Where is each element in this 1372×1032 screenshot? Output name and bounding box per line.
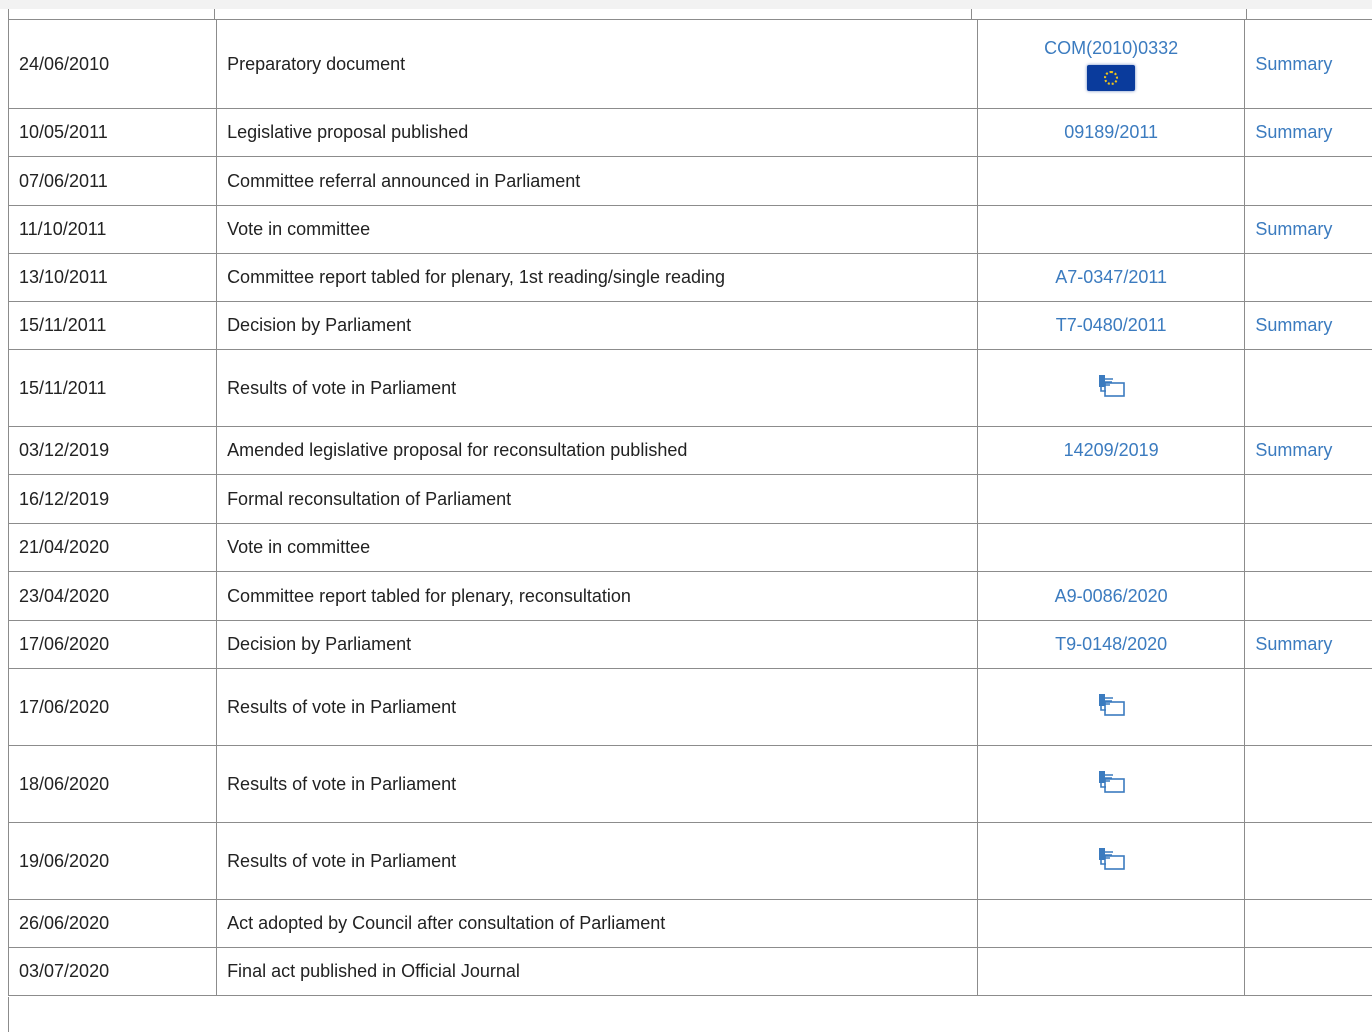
- summary-link[interactable]: Summary: [1255, 53, 1333, 74]
- event-date: 03/07/2020: [9, 948, 217, 996]
- event-date: 15/11/2011: [9, 350, 217, 427]
- event-reference-cell: [977, 746, 1244, 823]
- event-description: Results of vote in Parliament: [217, 746, 978, 823]
- event-reference-cell: [977, 900, 1244, 948]
- event-summary-cell: [1245, 669, 1372, 746]
- event-summary-cell: [1245, 524, 1372, 572]
- event-description: Formal reconsultation of Parliament: [217, 475, 978, 524]
- summary-link[interactable]: Summary: [1255, 440, 1333, 460]
- reference-link[interactable]: T9-0148/2020: [1055, 634, 1168, 654]
- key-events-table: [8, 19, 1372, 996]
- event-summary-cell: [1245, 427, 1372, 475]
- top-scroll-edge: [0, 0, 1372, 9]
- reference-link[interactable]: A9-0086/2020: [1054, 585, 1168, 606]
- event-description: Committee report tabled for plenary, 1st reading/single reading: [217, 254, 978, 302]
- table-row: [9, 20, 1372, 109]
- table-row: [9, 427, 1372, 475]
- event-description: Legislative proposal published: [217, 109, 978, 157]
- summary-link[interactable]: Summary: [1255, 219, 1333, 239]
- table-row: [9, 350, 1372, 427]
- event-description: Committee referral announced in Parliament: [217, 157, 978, 206]
- event-reference-cell: [977, 669, 1244, 746]
- event-date: 19/06/2020: [9, 823, 217, 900]
- event-reference-cell: [977, 302, 1244, 350]
- event-reference-cell: [977, 475, 1244, 524]
- event-date: 13/10/2011: [9, 254, 217, 302]
- table-row: [9, 157, 1372, 206]
- event-summary-cell: [1245, 302, 1372, 350]
- event-summary-cell: [1245, 157, 1372, 206]
- vote-results-icon[interactable]: [1094, 371, 1128, 401]
- event-date: 11/10/2011: [9, 206, 217, 254]
- reference-link[interactable]: COM(2010)0332: [1044, 37, 1179, 58]
- event-summary-cell: [1245, 948, 1372, 996]
- vote-results-icon[interactable]: [1094, 690, 1128, 720]
- event-summary-cell: [1245, 823, 1372, 900]
- event-reference-cell: [977, 157, 1244, 206]
- reference-link[interactable]: 09189/2011: [1064, 122, 1159, 142]
- event-description: Preparatory document: [217, 20, 978, 109]
- event-date: 07/06/2011: [9, 157, 217, 206]
- event-date: 17/06/2020: [9, 621, 217, 669]
- event-description: Vote in committee: [217, 206, 978, 254]
- event-reference-cell: [977, 572, 1244, 621]
- event-date: 24/06/2010: [9, 20, 217, 109]
- summary-link[interactable]: Summary: [1255, 315, 1333, 335]
- event-summary-cell: [1245, 475, 1372, 524]
- event-description: Decision by Parliament: [217, 302, 978, 350]
- event-reference-cell: [977, 948, 1244, 996]
- event-reference-cell: [977, 621, 1244, 669]
- event-description: Committee report tabled for plenary, reconsultation: [217, 572, 978, 621]
- table-row: [9, 302, 1372, 350]
- table-row: [9, 948, 1372, 996]
- column-divider: [8, 9, 9, 19]
- column-divider: [214, 9, 215, 19]
- event-reference-cell: [977, 350, 1244, 427]
- table-row: [9, 900, 1372, 948]
- event-reference-cell: [977, 524, 1244, 572]
- event-date: 23/04/2020: [9, 572, 217, 621]
- event-date: 03/12/2019: [9, 427, 217, 475]
- event-description: Final act published in Official Journal: [217, 948, 978, 996]
- event-date: 16/12/2019: [9, 475, 217, 524]
- vote-results-icon[interactable]: [1094, 844, 1128, 874]
- event-reference-cell: [977, 427, 1244, 475]
- column-divider: [1246, 9, 1247, 19]
- table-row: [9, 206, 1372, 254]
- table-row: [9, 669, 1372, 746]
- event-date: 21/04/2020: [9, 524, 217, 572]
- reference-stack: [978, 38, 1244, 91]
- event-date: 26/06/2020: [9, 900, 217, 948]
- event-description: Amended legislative proposal for reconsultation published: [217, 427, 978, 475]
- event-reference-cell: [977, 20, 1244, 109]
- event-date: 17/06/2020: [9, 669, 217, 746]
- event-reference-cell: [977, 823, 1244, 900]
- event-description: Results of vote in Parliament: [217, 350, 978, 427]
- table-row: [9, 254, 1372, 302]
- event-summary-cell: [1245, 900, 1372, 948]
- event-summary-cell: [1245, 746, 1372, 823]
- table-bottom-frame: [8, 997, 1372, 1032]
- event-summary-cell: [1245, 572, 1372, 621]
- key-events-table-body: [9, 20, 1372, 996]
- eu-stars-icon: [1104, 71, 1118, 85]
- column-divider: [971, 9, 972, 19]
- reference-link[interactable]: 14209/2019: [1063, 440, 1159, 460]
- event-description: Vote in committee: [217, 524, 978, 572]
- summary-link[interactable]: Summary: [1255, 634, 1333, 654]
- event-reference-cell: [977, 109, 1244, 157]
- vote-results-icon[interactable]: [1094, 767, 1128, 797]
- event-description: Results of vote in Parliament: [217, 669, 978, 746]
- summary-link[interactable]: Summary: [1255, 122, 1333, 142]
- table-row: [9, 572, 1372, 621]
- event-reference-cell: [977, 254, 1244, 302]
- table-row: [9, 109, 1372, 157]
- event-summary-cell: [1245, 206, 1372, 254]
- event-summary-cell: [1245, 109, 1372, 157]
- reference-link[interactable]: T7-0480/2011: [1055, 315, 1167, 335]
- event-description: Act adopted by Council after consultation of Parliament: [217, 900, 978, 948]
- table-row: [9, 746, 1372, 823]
- event-summary-cell: [1245, 621, 1372, 669]
- event-summary-cell: [1245, 350, 1372, 427]
- event-date: 15/11/2011: [9, 302, 217, 350]
- table-row: [9, 621, 1372, 669]
- event-date: 18/06/2020: [9, 746, 217, 823]
- table-row: [9, 475, 1372, 524]
- table-row: [9, 524, 1372, 572]
- event-summary-cell: [1245, 20, 1372, 109]
- event-description: Results of vote in Parliament: [217, 823, 978, 900]
- reference-link[interactable]: A7-0347/2011: [1055, 267, 1168, 287]
- event-description: Decision by Parliament: [217, 621, 978, 669]
- table-row: [9, 823, 1372, 900]
- eu-flag-icon[interactable]: [1087, 65, 1135, 91]
- event-summary-cell: [1245, 254, 1372, 302]
- event-date: 10/05/2011: [9, 109, 217, 157]
- event-reference-cell: [977, 206, 1244, 254]
